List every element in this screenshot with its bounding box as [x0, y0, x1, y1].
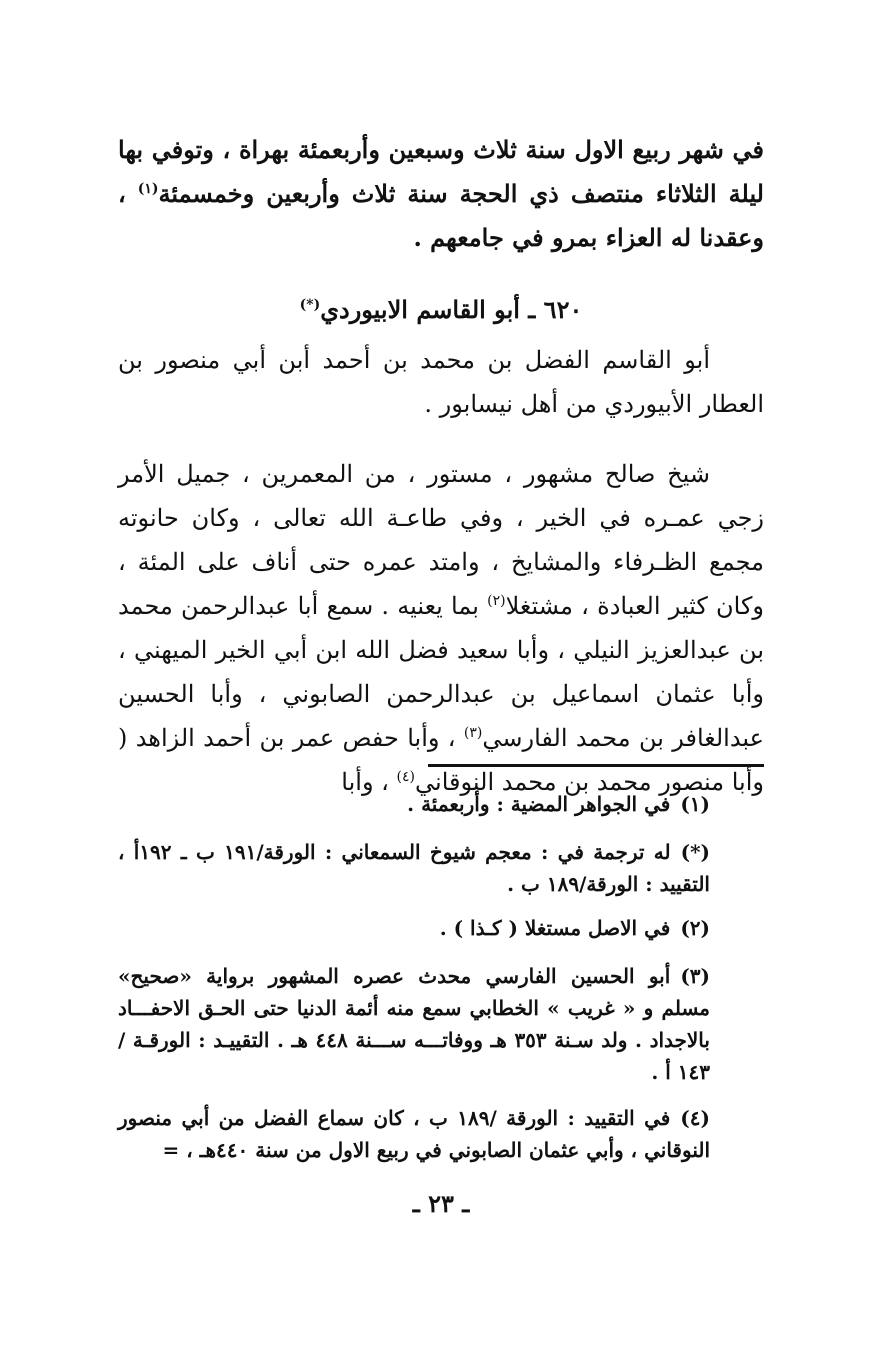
text-line: له العزاء بمرو في جامعهم . [413, 223, 691, 252]
footnote-2 [118, 912, 764, 944]
footnote-ref: (١) [137, 181, 159, 197]
text-line: في شهر ربيع الاول سنة ثلاث وسبعين وأربعمئة بهراة ، وتوفي بها ليلة [118, 135, 764, 208]
footnote-ref: (٣) [463, 725, 483, 741]
footnote-ref: (*) [299, 297, 321, 313]
footnote-4 [118, 1102, 764, 1166]
entry-name-paragraph [118, 338, 764, 426]
page-number: ـ ٢٣ ـ [412, 1189, 470, 1218]
text-line: ، وعقدنا [118, 179, 764, 252]
entry-heading [118, 290, 764, 330]
footnote-number: (*) [680, 840, 710, 864]
footnote-number: (١) [680, 792, 710, 816]
footnote-number: (٤) [680, 1106, 710, 1130]
entry-name-text: أبو القاسم الفضل بن محمد بن أحمد أبن أبي منصور بن العطار الأبيوردي من أهل نيسابور . [118, 346, 764, 418]
entry-body-paragraph [118, 452, 764, 804]
footnote-text: أبو الحسين الفارسي محدث عصره المشهور برواية «صحيح» مسلم و « غريب » الخطابي سمع منه أئمة الدنيا حتى الحـق الاحفـــاد بالاجداد . ولد سـنة ٣٥٣ هـ ووفاتـــه ســـنة ٤٤٨ هـ . التقييـد : الورقـة /١٤٣ أ . [118, 964, 710, 1084]
text-line: الثلاثاء منتصف ذي الحجة سنة ثلاث وأربعين وخمسمئة [158, 179, 717, 208]
footnote-text: في الجواهر المضية : وأربعمئة . [407, 792, 671, 816]
footnote-text: في التقييد : الورقة /١٨٩ ب ، كان سماع الفضل من أبي منصور النوقاني ، وأبي عثمان الصابوني في ربيع الاول من سنة ٤٤٠هـ ، = [118, 1106, 710, 1162]
body-text: ، وأبا حفص عمر بن أحمد الزاهد ( وأبا منصور محمد بن محمد النوقاني [118, 724, 764, 796]
footnote-number: (٢) [680, 916, 710, 940]
footnote-3 [118, 960, 764, 1088]
body-text: ، وأبا [341, 768, 397, 796]
footnote-divider [428, 764, 764, 767]
document-page [118, 0, 764, 1356]
body-text: شيخ صالح مشهور ، مستور ، من المعمرين ، جميل الأمر زجي عمـره في الخير ، وفي طاعـة الله تعالى ، وكان حانوته مجمع الظـرفاء والمشايخ ، وامتد عمره حتى أناف على المئة ، وكان كثير العبادة ، مشتغلا [118, 460, 765, 620]
footnote-1 [118, 788, 764, 820]
footnote-number: (٣) [680, 964, 710, 988]
footnote-text: له ترجمة في : معجم شيوخ السمعاني : الورقة/١٩١ ب ـ ١٩٢أ ، التقييد : الورقة/١٨٩ ب . [118, 840, 710, 896]
footnote-text: في الاصل مستغلا ( كـذا ) . [439, 916, 671, 940]
body-text: بما يعنيه . سمع أبا عبدالرحمن محمد بن عبدالعزيز النيلي ، وأبا سعيد فضل الله ابن أبي الخير الميهني ، وأبا عثمان اسماعيل بن عبدالرحمن الصابوني ، وأبا الحسين عبدالغافر بن محمد الفارسي [118, 592, 764, 752]
footnote-ref: (٢) [487, 593, 506, 609]
continued-paragraph [118, 128, 764, 260]
footnote-ref: (٤) [396, 769, 416, 785]
entry-heading-text: ٦٢٠ ـ أبو القاسم الابيوردي [320, 295, 583, 324]
footnote-star [118, 836, 764, 900]
